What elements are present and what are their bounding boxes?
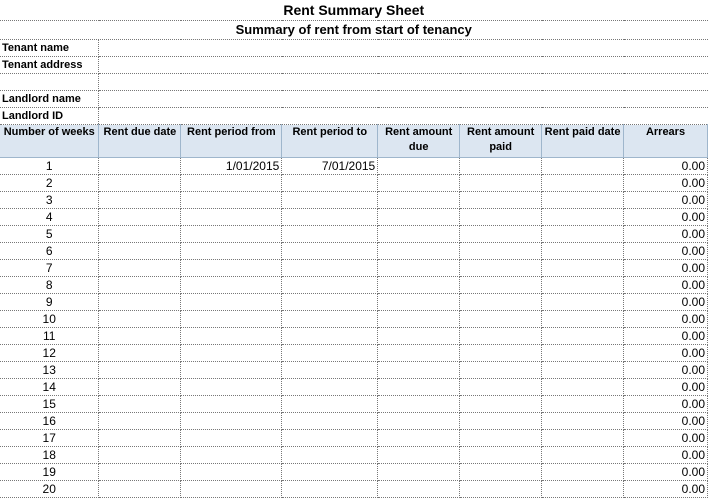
rent-amount-due-cell[interactable] (378, 242, 460, 259)
table-row (0, 480, 708, 497)
landlord-id-label: Landlord ID (0, 107, 99, 124)
rent-paid-date-cell[interactable] (542, 395, 624, 412)
rent-period-to-cell[interactable] (282, 225, 378, 242)
table-row (0, 327, 708, 344)
rent-amount-due-cell[interactable] (378, 276, 460, 293)
rent-paid-date-cell[interactable] (542, 293, 624, 310)
week-number-cell[interactable]: 12 (0, 344, 99, 361)
rent-amount-paid-cell[interactable] (460, 327, 542, 344)
rent-amount-due-cell[interactable] (378, 293, 460, 310)
rent-amount-due-cell[interactable] (378, 157, 460, 174)
landlord-id-cell[interactable] (99, 107, 708, 124)
arrears-cell[interactable]: 0.00 (624, 174, 708, 191)
rent-period-to-cell[interactable] (282, 310, 378, 327)
rent-period-from-cell[interactable] (181, 225, 282, 242)
arrears-cell[interactable]: 0.00 (624, 293, 708, 310)
rent-amount-due-cell[interactable] (378, 463, 460, 480)
tenant-name-label: Tenant name (0, 39, 99, 56)
week-number-cell[interactable]: 13 (0, 361, 99, 378)
rent-period-to-cell[interactable] (282, 361, 378, 378)
rent-amount-due-cell[interactable] (378, 344, 460, 361)
rent-amount-due-cell[interactable] (378, 225, 460, 242)
rent-due-date-cell[interactable] (99, 259, 181, 276)
table-row (0, 344, 708, 361)
rent-paid-date-cell[interactable] (542, 174, 624, 191)
rent-period-to-cell[interactable] (282, 293, 378, 310)
rent-amount-paid-cell[interactable] (460, 361, 542, 378)
rent-amount-due-cell[interactable] (378, 446, 460, 463)
rent-due-date-cell[interactable] (99, 378, 181, 395)
week-number-cell[interactable]: 20 (0, 480, 99, 497)
arrears-cell[interactable]: 0.00 (624, 378, 708, 395)
week-number-cell[interactable]: 8 (0, 276, 99, 293)
header-paid-date: Rent paid date (542, 124, 624, 157)
header-period-to: Rent period to (282, 124, 378, 157)
arrears-cell[interactable]: 0.00 (624, 208, 708, 225)
rent-due-date-cell[interactable] (99, 174, 181, 191)
rent-amount-paid-cell[interactable] (460, 480, 542, 497)
rent-due-date-cell[interactable] (99, 429, 181, 446)
rent-amount-due-cell[interactable] (378, 429, 460, 446)
rent-amount-paid-cell[interactable] (460, 463, 542, 480)
rent-period-from-cell[interactable] (181, 378, 282, 395)
rent-amount-paid-cell[interactable] (460, 225, 542, 242)
rent-period-from-cell[interactable] (181, 259, 282, 276)
rent-period-from-cell[interactable] (181, 208, 282, 225)
arrears-cell[interactable]: 0.00 (624, 412, 708, 429)
rent-period-to-cell[interactable] (282, 480, 378, 497)
rent-amount-due-cell[interactable] (378, 395, 460, 412)
rent-period-to-cell[interactable] (282, 208, 378, 225)
rent-paid-date-cell[interactable] (542, 242, 624, 259)
rent-period-from-cell[interactable] (181, 395, 282, 412)
header-period-from: Rent period from (181, 124, 282, 157)
tenant-address-cell-2[interactable] (99, 73, 708, 90)
arrears-cell[interactable]: 0.00 (624, 259, 708, 276)
rent-paid-date-cell[interactable] (542, 463, 624, 480)
rent-period-to-cell[interactable]: 7/01/2015 (282, 157, 378, 174)
rent-period-from-cell[interactable] (181, 327, 282, 344)
rent-amount-paid-cell[interactable] (460, 174, 542, 191)
week-number-cell[interactable]: 1 (0, 157, 99, 174)
rent-amount-paid-cell[interactable] (460, 378, 542, 395)
rent-due-date-cell[interactable] (99, 191, 181, 208)
week-number-cell[interactable]: 15 (0, 395, 99, 412)
rent-due-date-cell[interactable] (99, 327, 181, 344)
rent-amount-due-cell[interactable] (378, 259, 460, 276)
arrears-cell[interactable]: 0.00 (624, 276, 708, 293)
table-row (0, 174, 708, 191)
rent-paid-date-cell[interactable] (542, 429, 624, 446)
rent-period-from-cell[interactable] (181, 361, 282, 378)
rent-period-from-cell[interactable] (181, 174, 282, 191)
rent-amount-paid-cell[interactable] (460, 429, 542, 446)
week-number-cell[interactable]: 19 (0, 463, 99, 480)
table-row (0, 157, 708, 174)
rent-due-date-cell[interactable] (99, 293, 181, 310)
rent-due-date-cell[interactable] (99, 463, 181, 480)
rent-due-date-cell[interactable] (99, 276, 181, 293)
arrears-cell[interactable]: 0.00 (624, 242, 708, 259)
arrears-cell[interactable]: 0.00 (624, 429, 708, 446)
rent-due-date-cell[interactable] (99, 361, 181, 378)
rent-paid-date-cell[interactable] (542, 327, 624, 344)
rent-due-date-cell[interactable] (99, 395, 181, 412)
rent-period-to-cell[interactable] (282, 191, 378, 208)
rent-amount-paid-cell[interactable] (460, 242, 542, 259)
rent-amount-paid-cell[interactable] (460, 157, 542, 174)
rent-due-date-cell[interactable] (99, 208, 181, 225)
rent-amount-due-cell[interactable] (378, 327, 460, 344)
rent-amount-paid-cell[interactable] (460, 293, 542, 310)
rent-paid-date-cell[interactable] (542, 208, 624, 225)
rent-paid-date-cell[interactable] (542, 276, 624, 293)
table-row (0, 463, 708, 480)
header-weeks: Number of weeks (0, 124, 99, 157)
rent-amount-paid-cell[interactable] (460, 276, 542, 293)
arrears-cell[interactable]: 0.00 (624, 157, 708, 174)
tenant-address-cell[interactable] (99, 56, 708, 73)
rent-amount-due-cell[interactable] (378, 361, 460, 378)
rent-period-to-cell[interactable] (282, 276, 378, 293)
table-row (0, 259, 708, 276)
arrears-cell[interactable]: 0.00 (624, 395, 708, 412)
sheet-title: Rent Summary Sheet (0, 0, 708, 20)
rent-period-to-cell[interactable] (282, 446, 378, 463)
table-row (0, 225, 708, 242)
rent-paid-date-cell[interactable] (542, 310, 624, 327)
table-row (0, 412, 708, 429)
rent-period-from-cell[interactable] (181, 480, 282, 497)
rent-paid-date-cell[interactable] (542, 480, 624, 497)
rent-period-from-cell[interactable]: 1/01/2015 (181, 157, 282, 174)
table-row (0, 242, 708, 259)
rent-amount-paid-cell[interactable] (460, 259, 542, 276)
table-row (0, 293, 708, 310)
rent-period-to-cell[interactable] (282, 242, 378, 259)
rent-due-date-cell[interactable] (99, 480, 181, 497)
header-amount-due: Rent amount due (378, 124, 460, 157)
rent-amount-due-cell[interactable] (378, 412, 460, 429)
week-number-cell[interactable]: 5 (0, 225, 99, 242)
table-row (0, 191, 708, 208)
landlord-name-cell[interactable] (99, 90, 708, 107)
rent-amount-paid-cell[interactable] (460, 310, 542, 327)
table-row (0, 276, 708, 293)
rent-period-from-cell[interactable] (181, 344, 282, 361)
rent-period-to-cell[interactable] (282, 429, 378, 446)
rent-amount-due-cell[interactable] (378, 310, 460, 327)
rent-amount-paid-cell[interactable] (460, 191, 542, 208)
rent-period-from-cell[interactable] (181, 429, 282, 446)
rent-period-to-cell[interactable] (282, 259, 378, 276)
rent-paid-date-cell[interactable] (542, 259, 624, 276)
table-row (0, 395, 708, 412)
arrears-cell[interactable]: 0.00 (624, 344, 708, 361)
table-row (0, 361, 708, 378)
week-number-cell[interactable]: 17 (0, 429, 99, 446)
rent-amount-due-cell[interactable] (378, 208, 460, 225)
rent-period-to-cell[interactable] (282, 344, 378, 361)
rent-amount-paid-cell[interactable] (460, 446, 542, 463)
arrears-cell[interactable]: 0.00 (624, 327, 708, 344)
rent-due-date-cell[interactable] (99, 310, 181, 327)
rent-period-from-cell[interactable] (181, 463, 282, 480)
week-number-cell[interactable]: 6 (0, 242, 99, 259)
rent-period-to-cell[interactable] (282, 327, 378, 344)
rent-period-from-cell[interactable] (181, 293, 282, 310)
rent-period-to-cell[interactable] (282, 174, 378, 191)
rent-paid-date-cell[interactable] (542, 225, 624, 242)
rent-period-from-cell[interactable] (181, 191, 282, 208)
arrears-cell[interactable]: 0.00 (624, 446, 708, 463)
rent-due-date-cell[interactable] (99, 242, 181, 259)
rent-period-to-cell[interactable] (282, 395, 378, 412)
arrears-cell[interactable]: 0.00 (624, 480, 708, 497)
arrears-cell[interactable]: 0.00 (624, 361, 708, 378)
rent-amount-due-cell[interactable] (378, 191, 460, 208)
rent-period-from-cell[interactable] (181, 446, 282, 463)
week-number-cell[interactable]: 10 (0, 310, 99, 327)
week-number-cell[interactable]: 2 (0, 174, 99, 191)
rent-due-date-cell[interactable] (99, 157, 181, 174)
table-row (0, 310, 708, 327)
rent-period-from-cell[interactable] (181, 310, 282, 327)
rent-due-date-cell[interactable] (99, 225, 181, 242)
rent-paid-date-cell[interactable] (542, 361, 624, 378)
rent-paid-date-cell[interactable] (542, 191, 624, 208)
arrears-cell[interactable]: 0.00 (624, 463, 708, 480)
rent-paid-date-cell[interactable] (542, 412, 624, 429)
rent-amount-paid-cell[interactable] (460, 208, 542, 225)
week-number-cell[interactable]: 4 (0, 208, 99, 225)
rent-amount-paid-cell[interactable] (460, 344, 542, 361)
rent-paid-date-cell[interactable] (542, 378, 624, 395)
table-row (0, 208, 708, 225)
rent-amount-paid-cell[interactable] (460, 412, 542, 429)
rent-amount-due-cell[interactable] (378, 174, 460, 191)
arrears-cell[interactable]: 0.00 (624, 191, 708, 208)
arrears-cell[interactable]: 0.00 (624, 310, 708, 327)
rent-period-from-cell[interactable] (181, 412, 282, 429)
tenant-address-label: Tenant address (0, 56, 99, 73)
arrears-cell[interactable]: 0.00 (624, 225, 708, 242)
rent-due-date-cell[interactable] (99, 446, 181, 463)
week-number-cell[interactable]: 3 (0, 191, 99, 208)
table-row (0, 429, 708, 446)
rent-paid-date-cell[interactable] (542, 446, 624, 463)
rent-amount-due-cell[interactable] (378, 480, 460, 497)
table-row (0, 378, 708, 395)
week-number-cell[interactable]: 18 (0, 446, 99, 463)
rent-due-date-cell[interactable] (99, 412, 181, 429)
rent-paid-date-cell[interactable] (542, 157, 624, 174)
rent-paid-date-cell[interactable] (542, 344, 624, 361)
header-due-date: Rent due date (99, 124, 181, 157)
rent-period-to-cell[interactable] (282, 412, 378, 429)
week-number-cell[interactable]: 16 (0, 412, 99, 429)
landlord-name-label: Landlord name (0, 90, 99, 107)
rent-period-to-cell[interactable] (282, 378, 378, 395)
table-row (0, 446, 708, 463)
week-number-cell[interactable]: 14 (0, 378, 99, 395)
blank-cell[interactable] (0, 73, 99, 90)
rent-due-date-cell[interactable] (99, 344, 181, 361)
week-number-cell[interactable]: 7 (0, 259, 99, 276)
week-number-cell[interactable]: 11 (0, 327, 99, 344)
rent-period-to-cell[interactable] (282, 463, 378, 480)
header-arrears: Arrears (624, 124, 708, 157)
rent-amount-due-cell[interactable] (378, 378, 460, 395)
week-number-cell[interactable]: 9 (0, 293, 99, 310)
rent-period-from-cell[interactable] (181, 276, 282, 293)
sheet-subtitle: Summary of rent from start of tenancy (0, 20, 708, 39)
tenant-name-cell[interactable] (99, 39, 708, 56)
header-amount-paid: Rent amount paid (460, 124, 542, 157)
rent-period-from-cell[interactable] (181, 242, 282, 259)
rent-amount-paid-cell[interactable] (460, 395, 542, 412)
